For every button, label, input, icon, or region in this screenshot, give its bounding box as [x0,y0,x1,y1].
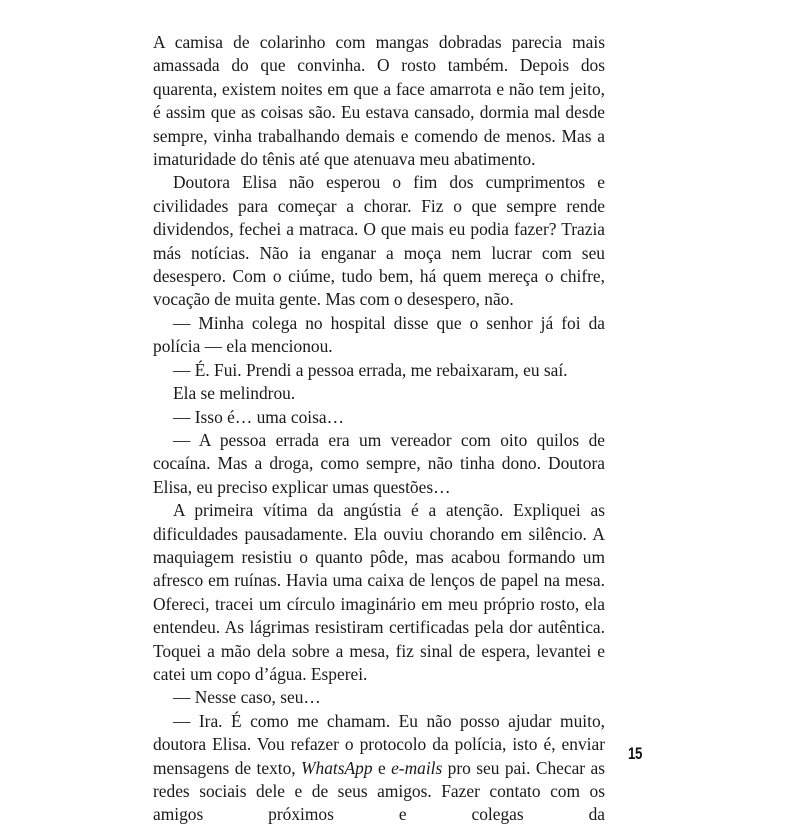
page-number: 15 [628,744,642,763]
italic-term-emails: e-mails [391,757,443,778]
paragraph: Doutora Elisa não esperou o fim dos cumprimentos e civilidades para começar a chorar. Fiz o que sempre rende dividendos, fechei a matraca. O que mais eu podia fazer? Trazia más notícias. Não ia enganar a moça nem lucrar com seu desespero. Com o ciúme, tudo bem, há quem mereça o chifre, vocação de muita gente. Mas com o desespero, não. [153,172,605,310]
paragraph: A primeira vítima da angústia é a atenção. Expliquei as dificuldades pausadamente. Ela ouviu chorando em silêncio. A maquiagem resistiu o quanto pôde, mas acabou formando um afresco em ruínas. Havia uma caixa de lenços de papel na mesa. Ofereci, tracei um círculo imaginário em meu próprio rosto, ela entendeu. As lágrimas resistiram certificadas pela dor autêntica. Toquei a mão dela sobre a mesa, fiz sinal de espera, levantei e catei um copo d’água. Esperei. [153,500,605,684]
dialogue-paragraph: — Minha colega no hospital disse que o senhor já foi da polícia — ela mencionou. [153,312,605,357]
paragraph: A camisa de colarinho com mangas dobradas parecia mais amassada do que convinha. O rosto também. Depois dos quarenta, existem noites em que a face amarrota e não tem jeito, é assim que as coisas são. Eu estava cansado, dormia mal desde sempre, vinha trabalhando demais e comendo de menos. Mas a imaturidade do tênis até que atenuava meu abatimento. [153,32,605,170]
dialogue-paragraph: — Isso é… uma coisa… [173,406,344,427]
italic-term-whatsapp: WhatsApp [301,757,373,778]
body-text [153,31,605,827]
text-segment: e [372,757,392,778]
paragraph: Ela se melindrou. [173,383,296,404]
text-segment: — Ira. É como me chamam. Eu não posso ajudar muito, doutora Elisa. Vou refazer o protocolo da polícia, isto é, enviar mensagens de texto, [153,710,605,778]
dialogue-paragraph: — É. Fui. Prendi a pessoa errada, me rebaixaram, eu saí. [173,359,568,380]
dialogue-paragraph: — Nesse caso, seu… [173,687,321,708]
text-segment: pro seu pai. Checar as redes sociais dele e de seus amigos. Fazer contato com os amigos próximos e colegas da [153,757,605,825]
dialogue-paragraph [153,710,605,827]
dialogue-paragraph: — A pessoa errada era um vereador com oito quilos de cocaína. Mas a droga, como sempre, não tinha dono. Doutora Elisa, eu preciso explicar umas questões… [153,429,605,497]
